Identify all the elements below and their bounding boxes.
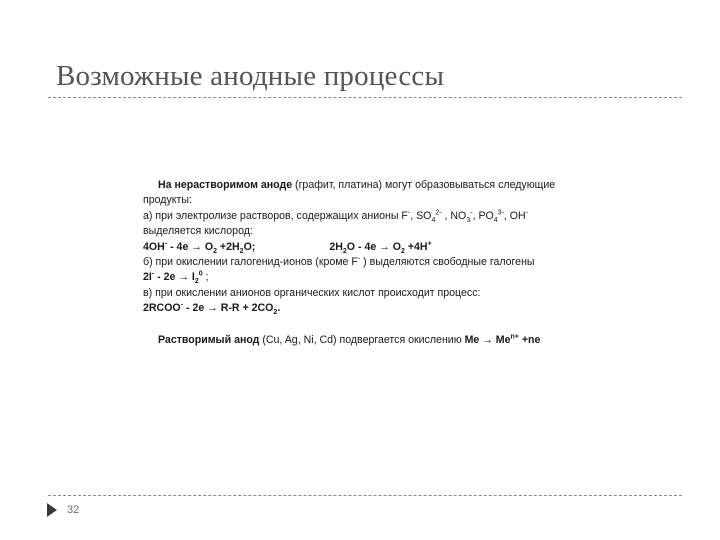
charge: -: [470, 209, 473, 217]
equation-4: 2RCOO- - $2e \to R-R + 2CO_2$.: [143, 301, 281, 317]
case-a-text: а) при электролизе растворов, содержащих анионы F: [143, 209, 408, 222]
subscript: 3: [466, 216, 471, 224]
case-a-text: , OH: [503, 209, 526, 222]
subscript: 4: [431, 216, 436, 224]
footer-arrow-icon: [47, 503, 57, 517]
charge: -: [407, 209, 411, 217]
charge: 3-: [497, 209, 504, 217]
soluble-anode-text: (Cu, Ag, Ni, Cd) подвергается окислению: [259, 333, 465, 346]
equation-2: $2H_2O - 4e \to O_2 +4H^+$: [329, 240, 432, 255]
case-a-text: , SO: [410, 209, 432, 222]
case-a-line: [143, 209, 633, 224]
page-number: 32: [67, 504, 80, 516]
case-b-line: [143, 255, 633, 270]
soluble-anode-line: [143, 333, 633, 348]
subscript: 4: [493, 216, 498, 224]
slide-title: Возможные анодные процессы: [56, 60, 445, 92]
soluble-anode-term: Растворимый анод: [158, 333, 260, 346]
equation-3: $2I^- - 2e \to I_2^0$: [143, 270, 203, 286]
slide-content: [143, 178, 633, 348]
charge: -: [525, 209, 529, 217]
charge: 2-: [435, 209, 442, 217]
kolbe-equation-line: [143, 301, 633, 316]
title-divider: [48, 97, 682, 98]
oxygen-equations-line: [143, 240, 633, 255]
charge: -: [357, 255, 361, 263]
equation-3-end: ;: [202, 271, 209, 284]
metal-oxidation-equation: $Me \to Me^{n+} +ne$: [464, 333, 541, 346]
case-b-text: ) выделяются свободные галогены: [360, 256, 535, 269]
insoluble-anode-line: [143, 178, 633, 193]
insoluble-anode-term: На нерастворимом аноде: [158, 179, 293, 191]
insoluble-anode-text: (графит, платина) могут образовываться следующие: [292, 179, 556, 191]
case-a-text: , PO: [472, 209, 494, 222]
case-a-line2: выделяется кислород:: [143, 225, 253, 238]
footer-divider: [48, 495, 682, 496]
halogen-equation-line: [143, 270, 633, 285]
equation-1: $4OH^- - 4e \to O_2 +2H_2O$;: [143, 240, 256, 255]
case-b-text: б) при окислении галогенид-ионов (кроме F: [143, 256, 358, 269]
case-a-text: , NO: [441, 209, 467, 222]
products-line: продукты:: [143, 194, 192, 207]
case-c-line: в) при окислении анионов органических кислот происходит процесс:: [143, 286, 481, 299]
